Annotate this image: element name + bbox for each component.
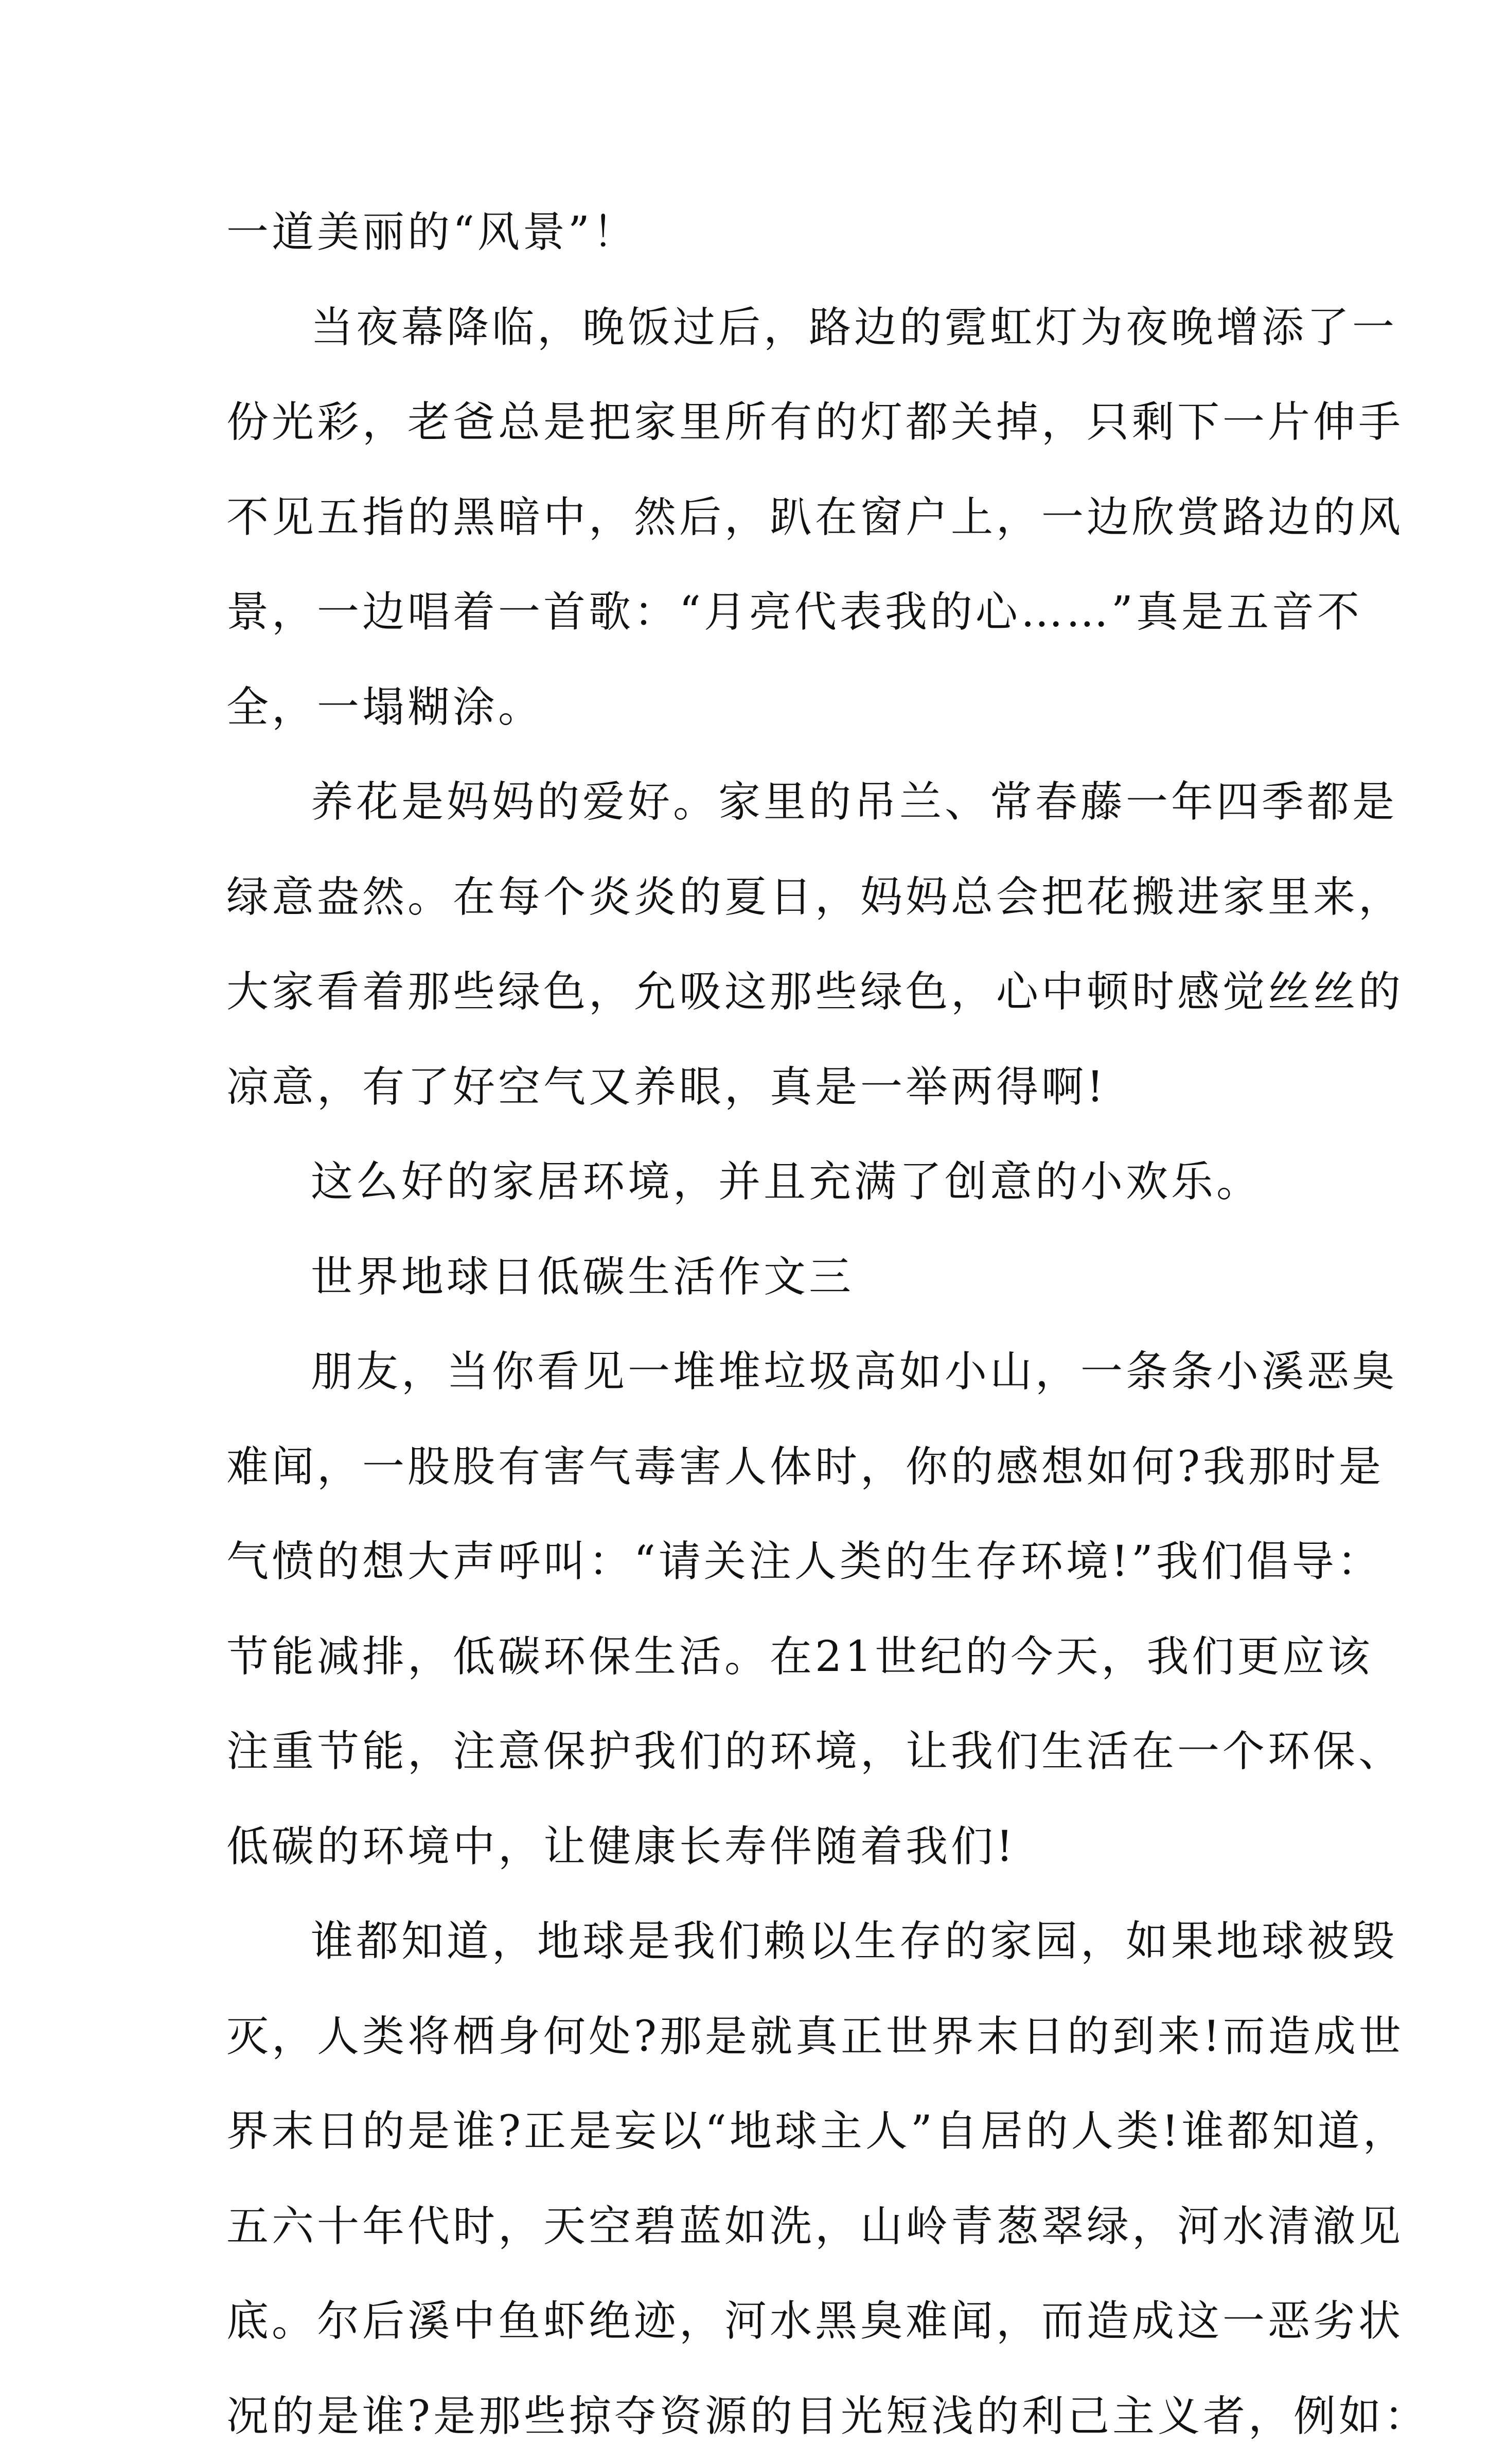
text-line: 节能减排，低碳环保生活。在21世纪的今天，我们更应该 [226, 1610, 1276, 1705]
text-line: 景，一边唱着一首歌：“月亮代表我的心……”真是五音不 [226, 565, 1276, 660]
text-line: 全，一塌糊涂。 [226, 660, 1276, 755]
text-line: 气愤的想大声呼叫：“请关注人类的生存环境!”我们倡导： [226, 1515, 1276, 1610]
text-line: 界末日的是谁?正是妄以“地球主人”自居的人类!谁都知道， [226, 2084, 1276, 2179]
text-line: 灭，人类将栖身何处?那是就真正世界末日的到来!而造成世 [226, 1990, 1276, 2085]
section-heading: 世界地球日低碳生活作文三 [226, 1230, 1276, 1325]
text-line: 况的是谁?是那些掠夺资源的目光短浅的利己主义者，例如： [226, 2369, 1276, 2464]
text-line: 凉意，有了好空气又养眼，真是一举两得啊! [226, 1040, 1276, 1135]
text-line: 底。尔后溪中鱼虾绝迹，河水黑臭难闻，而造成这一恶劣状 [226, 2274, 1276, 2369]
text-line: 养花是妈妈的爱好。家里的吊兰、常春藤一年四季都是 [226, 755, 1276, 850]
text-line: 不见五指的黑暗中，然后，趴在窗户上，一边欣赏路边的风 [226, 470, 1276, 566]
text-line: 份光彩，老爸总是把家里所有的灯都关掉，只剩下一片伸手 [226, 375, 1276, 470]
text-line: 当夜幕降临，晚饭过后，路边的霓虹灯为夜晚增添了一 [226, 280, 1276, 376]
text-line: 注重节能，注意保护我们的环境，让我们生活在一个环保、 [226, 1704, 1276, 1800]
text-line: 这么好的家居环境，并且充满了创意的小欢乐。 [226, 1135, 1276, 1230]
text-line: 朋友，当你看见一堆堆垃圾高如小山，一条条小溪恶臭 [226, 1325, 1276, 1420]
text-line: 大家看着那些绿色，允吸这那些绿色，心中顿时感觉丝丝的 [226, 945, 1276, 1040]
text-line: 谁都知道，地球是我们赖以生存的家园，如果地球被毁 [226, 1894, 1276, 1990]
text-line: 绿意盎然。在每个炎炎的夏日，妈妈总会把花搬进家里来， [226, 850, 1276, 945]
text-line: 难闻，一股股有害气毒害人体时，你的感想如何?我那时是 [226, 1420, 1276, 1515]
text-line: 五六十年代时，天空碧蓝如洗，山岭青葱翠绿，河水清澈见 [226, 2179, 1276, 2275]
essay-body [226, 185, 1276, 2464]
text-line: 低碳的环境中，让健康长寿伴随着我们! [226, 1800, 1276, 1895]
text-line: 一道美丽的“风景”！ [226, 185, 1276, 280]
